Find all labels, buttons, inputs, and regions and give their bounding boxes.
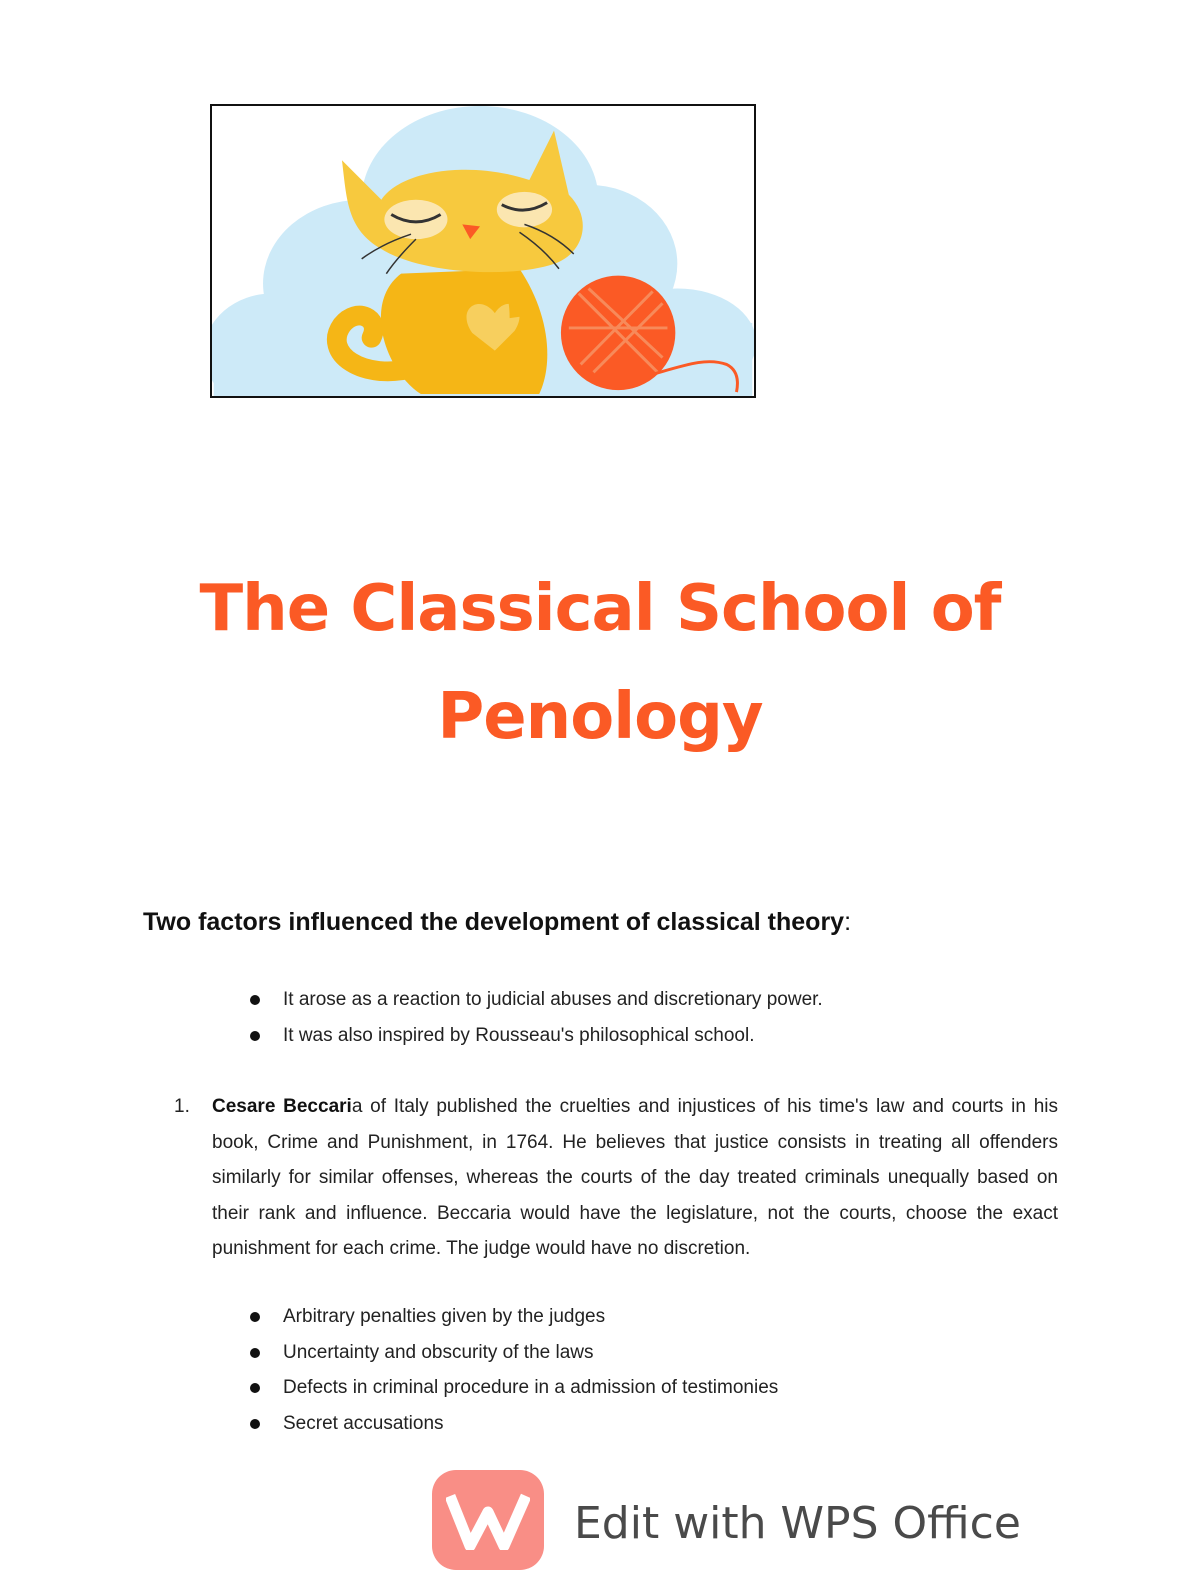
bullet-icon (250, 1383, 260, 1393)
bullet-icon (250, 995, 260, 1005)
bullet-icon (250, 1312, 260, 1322)
list-item: Defects in criminal procedure in a admission of testimonies (0, 1370, 778, 1406)
causes-list (0, 1299, 778, 1441)
factors-list (0, 982, 823, 1053)
numbered-item-beccaria: 1. Cesare Beccaria of Italy published the cruelties and injustices of his time's law and courts in his book, Crime and Punishment, in 1764. He believes that justice consists in treating all offenders similarly for similar offenses, whereas the courts of the day treated criminals unequally based on their rank and influence. Beccaria would have the legislature, not the courts, choose the exact punishment for each crime. The judge would have no discretion. (212, 1089, 1058, 1267)
section-subheading: Two factors influenced the development of classical theory: (143, 908, 852, 936)
cat-illustration (210, 104, 756, 398)
bullet-icon (250, 1031, 260, 1041)
list-item: Secret accusations (0, 1406, 778, 1442)
list-item: Uncertainty and obscurity of the laws (0, 1335, 778, 1371)
wps-watermark[interactable] (432, 1470, 1132, 1553)
beccaria-text: of Italy published the cruelties and injustices of his time's law and courts in his book, Crime and Punishment, in 1764. He believes that justice consists in treating all offenders similarly for similar offenses, whereas the courts of the day treated criminals unequally based on their rank and influence. Beccaria would have the legislature, not the courts, choose the exact punishment for each crime. The judge would have no discretion. (212, 1096, 1059, 1259)
list-item: Arbitrary penalties given by the judges (0, 1299, 778, 1335)
title-line-2: Penology (437, 679, 763, 754)
list-item: It arose as a reaction to judicial abuses and discretionary power. (0, 982, 823, 1018)
list-item: It was also inspired by Rousseau's philosophical school. (0, 1018, 823, 1054)
bullet-icon (250, 1419, 260, 1429)
bullet-icon (250, 1348, 260, 1358)
document-title (0, 555, 1200, 771)
title-line-1: The Classical School of (199, 571, 1001, 646)
item-number: 1. (174, 1096, 190, 1117)
beccaria-name: Cesare Beccari (212, 1096, 352, 1117)
wps-watermark-text: Edit with WPS Office (574, 1498, 1021, 1549)
wps-logo-icon (432, 1470, 544, 1570)
